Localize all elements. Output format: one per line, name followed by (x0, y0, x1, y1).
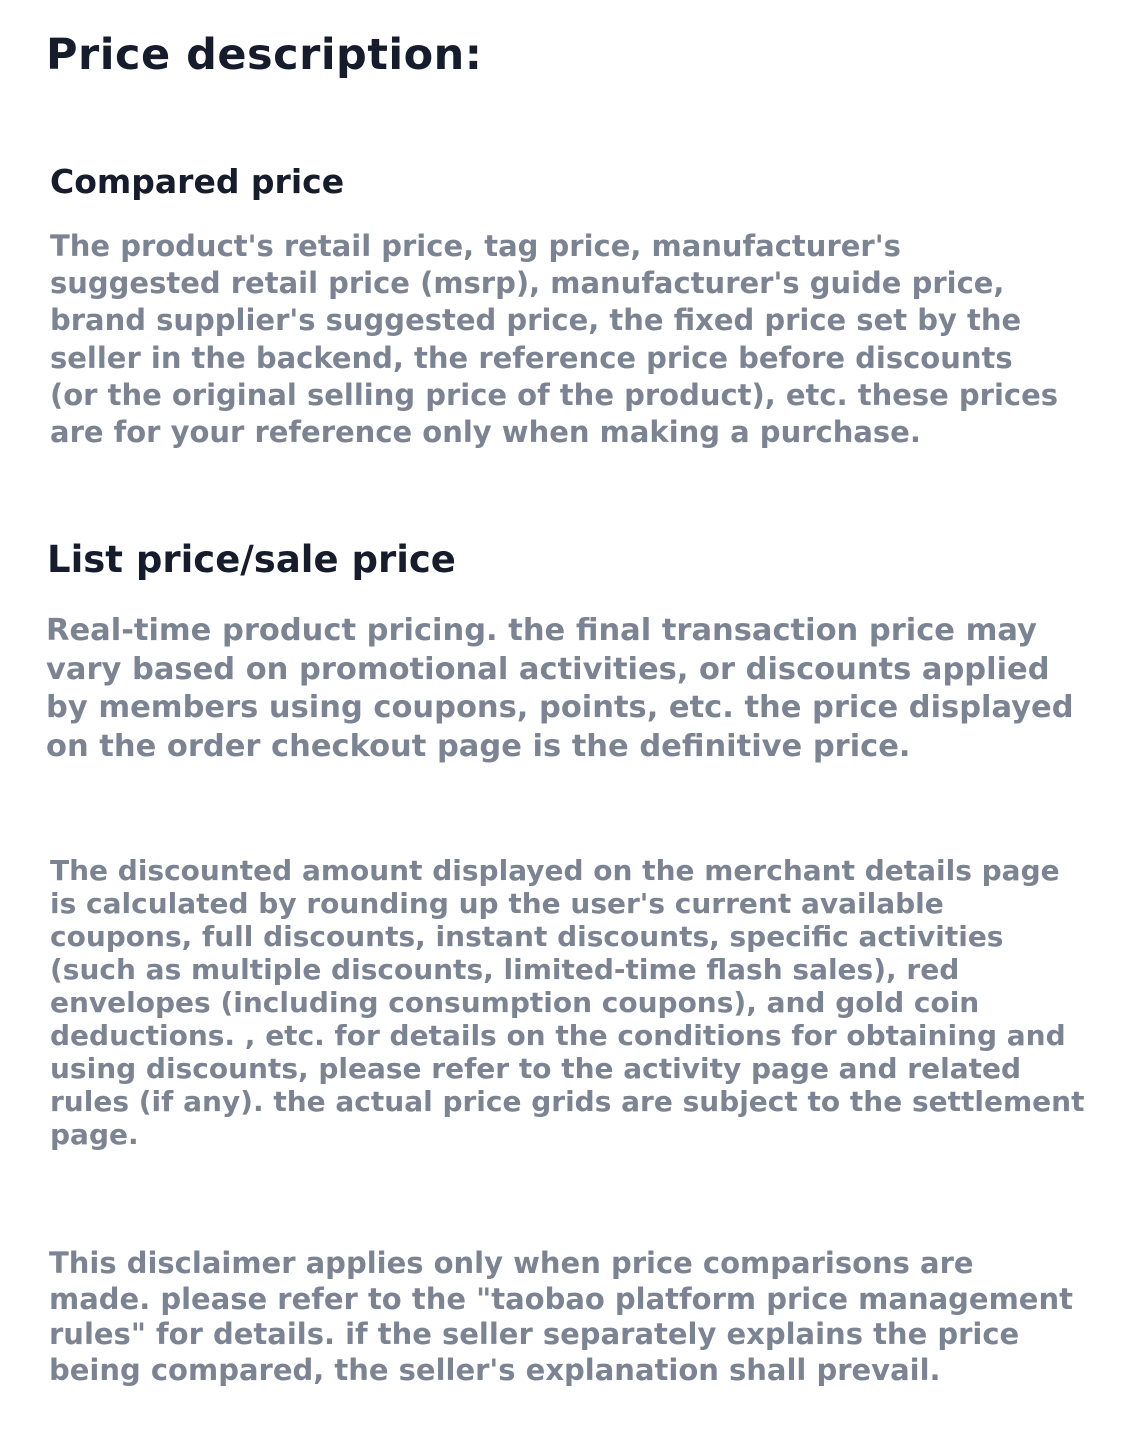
text-line: being compared, the seller's explanation shall prevail. (49, 1352, 941, 1387)
text-line: seller in the backend, the reference price before discounts (50, 340, 1013, 375)
disclaimer-note (49, 1246, 1073, 1388)
text-line: envelopes (including consumption coupons), and gold coin (50, 986, 980, 1019)
text-line: made. please refer to the "taobao platform price management (49, 1281, 1073, 1316)
text-line: vary based on promotional activities, or discounts applied (46, 651, 1050, 687)
text-line: The discounted amount displayed on the merchant details page (50, 854, 1060, 887)
text-line: This disclaimer applies only when price comparisons are (49, 1246, 974, 1280)
compared-price-heading: Compared price (50, 162, 345, 201)
text-line: deductions. , etc. for details on the conditions for obtaining and (50, 1019, 1066, 1052)
text-line: (or the original selling price of the product), etc. these prices (50, 377, 1059, 412)
text-line: (such as multiple discounts, limited-time flash sales), red (50, 953, 960, 986)
text-line: Real-time product pricing. the final transaction price may (46, 613, 1037, 648)
compared-price-description (50, 228, 1058, 451)
text-line: by members using coupons, points, etc. the price displayed (46, 690, 1074, 725)
text-line: brand supplier's suggested price, the fixed price set by the (50, 303, 1022, 338)
page-title: Price description: (46, 30, 483, 80)
text-line: are for your reference only when making a purchase. (50, 415, 921, 450)
discount-note (50, 854, 1084, 1151)
text-line: is calculated by rounding up the user's current available (50, 887, 944, 920)
text-line: suggested retail price (msrp), manufacturer's guide price, (50, 266, 1005, 301)
text-line: coupons, full discounts, instant discounts, specific activities (50, 920, 1004, 953)
text-line: rules (if any). the actual price grids are subject to the settlement (50, 1085, 1085, 1118)
text-line: The product's retail price, tag price, manufacturer's (50, 229, 901, 263)
list-sale-price-description (46, 612, 1074, 766)
text-line: page. (50, 1118, 139, 1151)
text-line: using discounts, please refer to the activity page and related (50, 1052, 1022, 1085)
text-line: rules" for details. if the seller separately explains the price (49, 1317, 1020, 1351)
text-line: on the order checkout page is the definitive price. (46, 728, 911, 764)
list-sale-price-heading: List price/sale price (47, 538, 456, 581)
